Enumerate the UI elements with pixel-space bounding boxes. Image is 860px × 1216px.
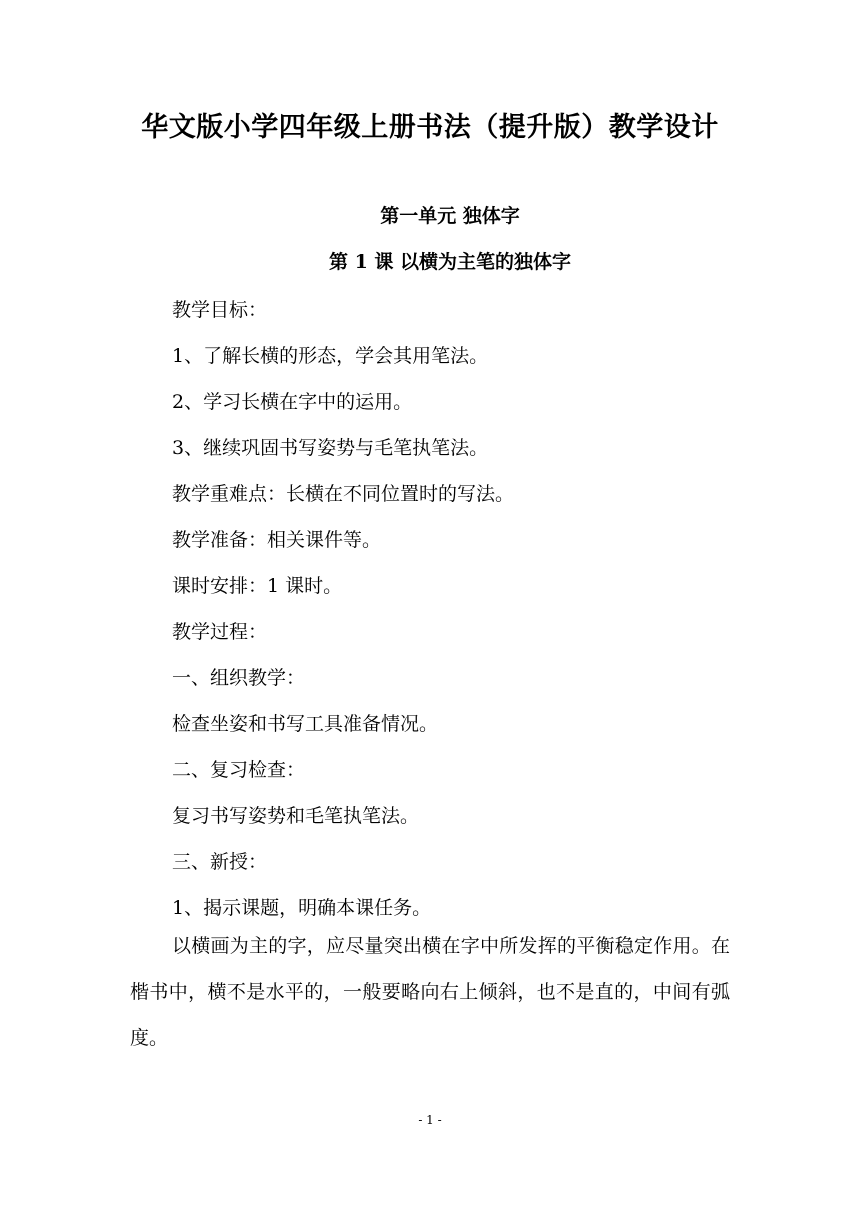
unit-heading: 第一单元 独体字: [380, 205, 520, 227]
paragraph-horizontal-stroke-explanation: 以横画为主的字，应尽量突出横在字中所发挥的平衡稳定作用。在楷书中，横不是水平的，一般要略向右上倾斜，也不是直的，中间有弧度。: [130, 935, 730, 1049]
paragraph-review: 复习书写姿势和毛笔执笔法。: [172, 805, 420, 827]
paragraph-goal-1: 1、了解长横的形态，学会其用笔法。: [172, 345, 489, 367]
paragraph-key-difficulties: 教学重难点：长横在不同位置时的写法。: [172, 483, 515, 505]
paragraph-teaching-process: 教学过程：: [172, 621, 268, 643]
page-number: - 1 -: [418, 1113, 442, 1127]
lesson-heading: 第 1 课 以横为主笔的独体字: [328, 251, 572, 273]
paragraph-teaching-goals: 教学目标：: [172, 299, 268, 321]
paragraph-section-1: 一、组织教学：: [172, 667, 306, 689]
paragraph-preparation: 教学准备：相关课件等。: [172, 529, 382, 551]
paragraph-section-3: 三、新授：: [172, 851, 268, 873]
paragraph-goal-3: 3、继续巩固书写姿势与毛笔执笔法。: [172, 437, 489, 459]
paragraph-goal-2: 2、学习长横在字中的运用。: [172, 391, 413, 413]
paragraph-schedule: 课时安排：1 课时。: [172, 575, 343, 597]
document-title: 华文版小学四年级上册书法（提升版）教学设计: [141, 112, 719, 143]
paragraph-check-posture: 检查坐姿和书写工具准备情况。: [172, 713, 439, 735]
paragraph-section-2: 二、复习检查：: [172, 759, 306, 781]
paragraph-reveal-topic: 1、揭示课题，明确本课任务。: [172, 897, 432, 919]
